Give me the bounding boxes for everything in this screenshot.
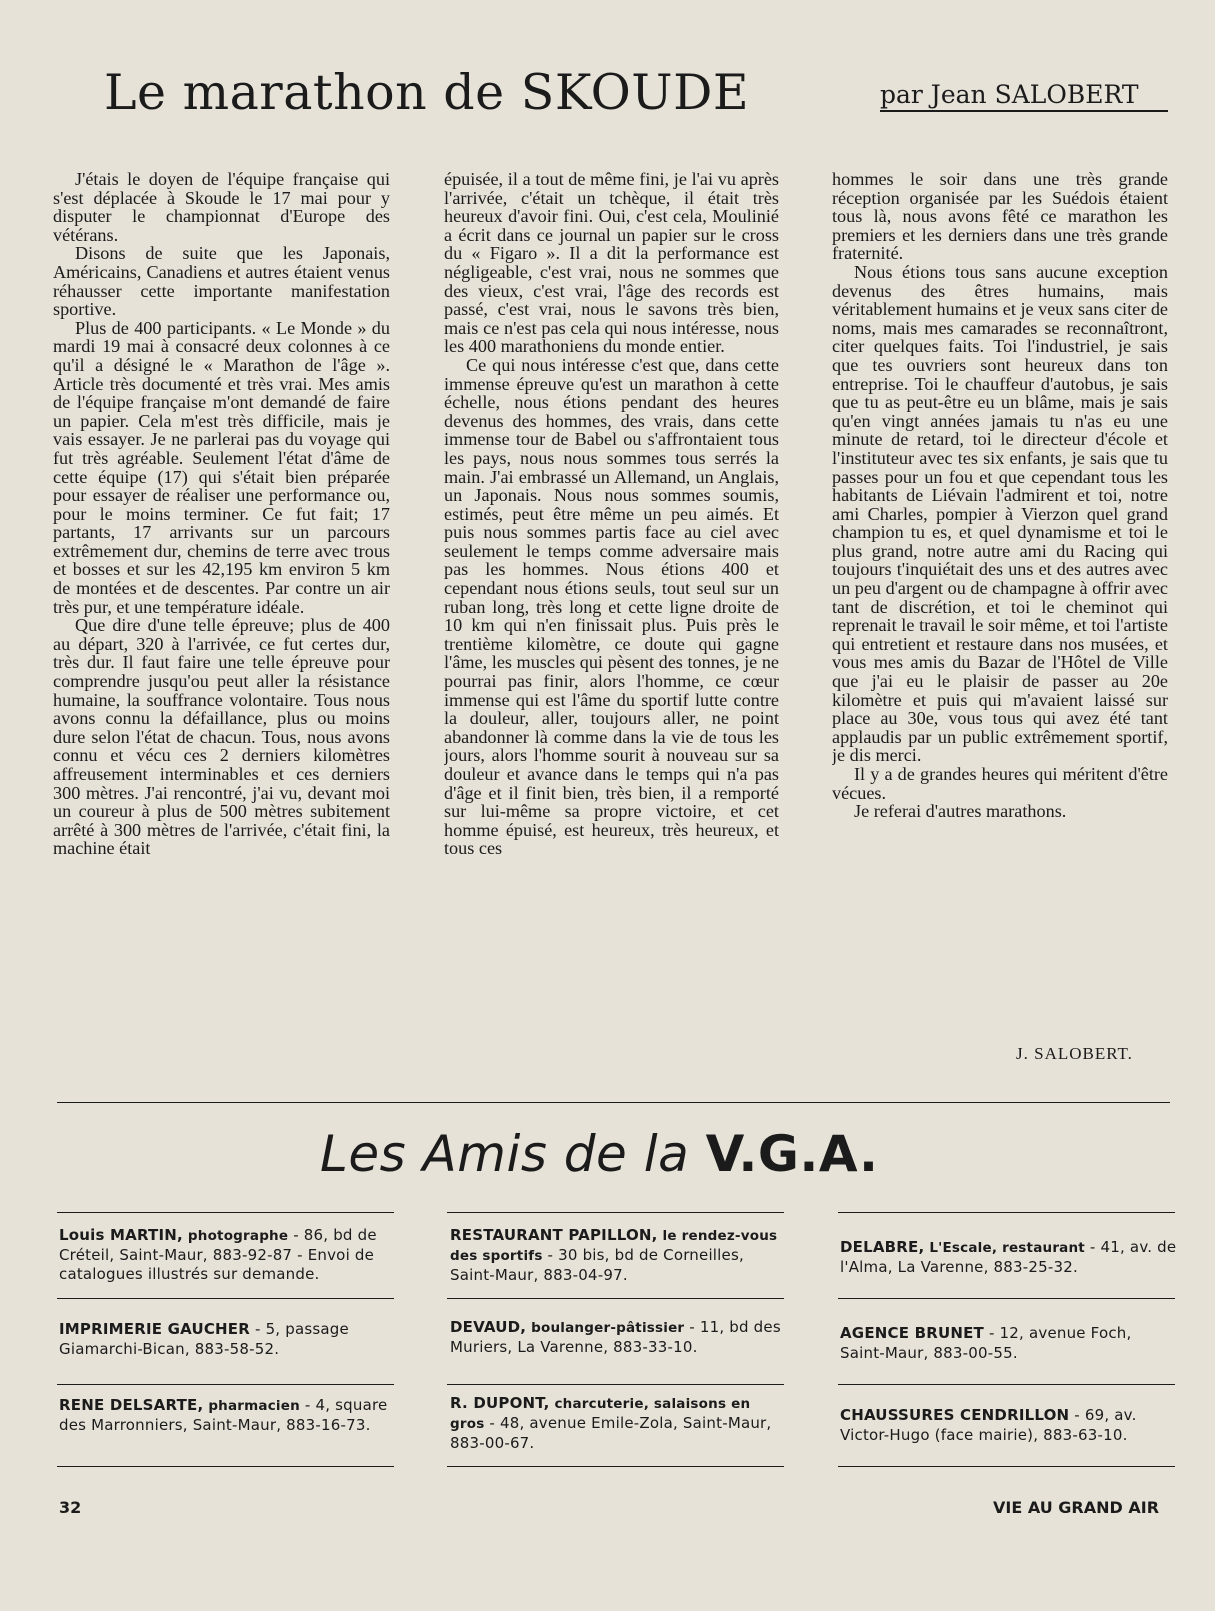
ad-divider (447, 1384, 784, 1385)
ad-role: le rendez-vous des sportifs (450, 1228, 778, 1264)
paragraph: J'étais le doyen de l'équipe française qui s'est déplacée à Skoude le 17 mai pour y disputer le championnat d'Europe des vétérans. (53, 170, 390, 245)
paragraph: Nous étions tous sans aucune exception devenus des êtres humains, mais véritablement humains et je veux sans citer de noms, mais mes camarades se reconnaîtront, citer quelques faits. Toi l'industriel, je sais que tes ouvriers sont heureux dans ton entreprise. Toi le chauffeur d'autobus, je sais que tu as peut-être eu un blâme, mais je sais qu'en vingt années jamais tu n'as eu une minute de retard, toi le directeur d'école et l'instituteur avec tes six enfants, je sais que tu passes pour un fou et que cependant tous les habitants de Liévain l'admirent et toi, notre ami Charles, pompier à Vierzon quel grand champion tu es, et quel dynamisme et toi le plus grand, notre autre ami du Racing qui toujours t'inquiétait des uns et des autres avec un peu d'argent ou de champagne à offrir avec tant de discrétion, et toi le cheminot qui reprenait le travail le soir même, et toi l'artiste qui entretient et restaure dans nos musées, et vous mes amis du Bazar de l'Hôtel de Ville que j'ai eu le plaisir de passer au 20e kilomètre et puis qui m'avaient laissé sur place au 30e, vous tous qui avez été tant applaudis par un public extrêmement sportif, je dis merci. (832, 261, 1168, 766)
magazine-name: VIE AU GRAND AIR (993, 1498, 1160, 1517)
ad-name: Louis MARTIN, (59, 1226, 183, 1244)
article-signature: J. SALOBERT. (1016, 1044, 1133, 1063)
paragraph: Ce qui nous intéresse c'est que, dans cette immense épreuve qu'est un marathon à cette échelle, nous étions pendant des heures devenus des hommes, des vrais, dans cette immense tour de Babel ou s'affrontaient tous les pays, nous nous sommes tous serrés la main. J'ai embrassé un Allemand, un Anglais, un Japonais. Nous nous sommes soumis, estimés, peut être même un peu aimés. Et puis nous sommes partis face au ciel avec seulement le temps comme adversaire mais pas les hommes. Nous étions 400 et cependant nous étions seuls, tout seul sur un ruban long, très long et cette ligne droite de 10 km qui n'en finissait plus. Puis près le trentième kilomètre, ce doute qui gagne l'âme, les muscles qui pèsent des tonnes, je ne pourrai pas finir, alors l'homme, ce cœur immense qui est l'âme du sportif lutte contre la douleur, aller, toujours aller, ne point abandonner là comme dans la vie de tous les jours, alors l'homme sourit à nouveau sur sa douleur et avance dans le temps qui n'a pas d'âge et il finit bien, très bien, il a remporté sur lui-même sa propre victoire, et cet homme épuisé, est heureux, très heureux, et tous ces (444, 354, 779, 859)
ad-delabre (840, 1238, 1177, 1277)
ad-name: AGENCE BRUNET (840, 1324, 984, 1342)
paragraph: Que dire d'une telle épreuve; plus de 400 au départ, 320 à l'arrivée, ce fut certes dur, très dur. Il faut faire une telle épreuve pour comprendre jusqu'ou peut aller la résistance humaine, la souffrance volontaire. Tous nous avons connu la défaillance, plus ou moins dure selon l'état de chacun. Tous, nous avons connu et vécu ces 2 derniers kilomètres affreusement interminables et ces derniers 300 mètres. J'ai rencontré, j'ai vu, devant moi un coureur à plus de 500 mètres subitement arrêté à 300 mètres de l'arrivée, c'était fini, la machine était (53, 615, 390, 859)
paragraph: Je referai d'autres marathons. (854, 801, 1067, 822)
article-title: Le marathon de SKOUDE (104, 64, 750, 121)
paragraph: Disons de suite que les Japonais, Américains, Canadiens et autres étaient venus réhausser cette importante manifestation sportive. (53, 243, 390, 320)
article-column-1 (53, 170, 390, 1065)
ad-name: DEVAUD, (450, 1318, 527, 1336)
paragraph: Il y a de grandes heures qui méritent d'être vécues. (832, 764, 1168, 803)
section-divider (57, 1102, 1170, 1103)
ad-role: photographe (187, 1228, 289, 1244)
ad-name: DELABRE, (840, 1238, 925, 1256)
ad-name: R. DUPONT, (450, 1394, 550, 1412)
ad-name: IMPRIMERIE GAUCHER (59, 1320, 251, 1338)
article-byline: par Jean SALOBERT (880, 80, 1168, 112)
ad-name: RESTAURANT PAPILLON, (450, 1226, 658, 1244)
ad-r-dupont (450, 1394, 787, 1453)
section-title (320, 1125, 879, 1183)
ad-text: - 69, av. Victor-Hugo (face mairie), 883-63-10. (840, 1406, 1137, 1444)
ad-text: - 4, square des Marronniers, Saint-Maur, 883-16-73. (59, 1396, 388, 1434)
ad-divider (838, 1212, 1175, 1213)
paragraph: hommes le soir dans une très grande réception organisée par les Suédois étaient tous là, nous avons fêté ce marathon les premiers et les derniers dans une très grande fraternité. (832, 170, 1168, 264)
ad-imprimerie-gaucher (59, 1320, 396, 1359)
article-column-2 (444, 170, 779, 1065)
ad-divider (57, 1298, 394, 1299)
section-title-light: Les Amis de la (320, 1125, 690, 1183)
ad-divider (447, 1298, 784, 1299)
ad-text: - 5, passage Giamarchi-Bican, 883-58-52. (59, 1320, 349, 1358)
section-title-bold: V.G.A. (705, 1125, 879, 1183)
ad-role: boulanger-pâtissier (531, 1320, 685, 1336)
ad-name: CHAUSSURES CENDRILLON (840, 1406, 1070, 1424)
ad-divider (447, 1466, 784, 1467)
paragraph: Plus de 400 participants. « Le Monde » du mardi 19 mai à consacré deux colonnes à ce qu'il a désigné le « Marathon de l'âge ». Article très documenté et très vrai. Mes amis de l'équipe française m'ont demandé de faire un papier. Cela m'est très difficile, mais je vais essayer. Je ne parlerai pas du voyage qui fut très agréable. Seulement l'état d'âme de cette équipe (17) qui s'était bien préparée pour essayer de réaliser une performance ou, pour le moins terminer. Ce fut fait; 17 partants, 17 arrivants sur un parcours extrêmement dur, chemins de terre avec trous et bosses et sur les 42,195 km environ 5 km de montées et de descentes. Par contre un air très pur, et une température idéale. (53, 317, 390, 617)
paragraph: épuisée, il a tout de même fini, je l'ai vu après l'arrivée, c'était un tchèque, il était très heureux d'avoir fini. Oui, c'est cela, Moulinié a écrit dans ce journal un papier sur le cross du « Figaro ». Il a dit la performance est négligeable, c'est vrai, nous ne sommes que des vieux, c'est vrai, l'âge des records est passé, c'est vrai, nous le savons très bien, mais ce n'est pas cela qui nous intéresse, nous les 400 marathoniens du monde entier. (444, 170, 779, 357)
ad-role: L'Escale, restaurant (929, 1240, 1085, 1256)
ad-text: - 11, bd des Muriers, La Varenne, 883-33-10. (450, 1318, 781, 1356)
ad-divider (57, 1384, 394, 1385)
ad-text: - 86, bd de Créteil, Saint-Maur, 883-92-87 - Envoi de catalogues illustrés sur demande. (59, 1226, 377, 1283)
ad-restaurant-papillon (450, 1226, 787, 1285)
ad-divider (57, 1466, 394, 1467)
ad-role: charcuterie, salaisons en gros (450, 1396, 751, 1432)
ad-role: pharmacien (208, 1398, 300, 1414)
ad-name: RENE DELSARTE, (59, 1396, 204, 1414)
ad-devaud (450, 1318, 787, 1357)
ad-divider (838, 1466, 1175, 1467)
ad-chaussures-cendrillon (840, 1406, 1177, 1445)
ad-divider (838, 1384, 1175, 1385)
ad-rene-delsarte (59, 1396, 396, 1435)
ad-text: - 12, avenue Foch, Saint-Maur, 883-00-55. (840, 1324, 1132, 1362)
page-number: 32 (59, 1498, 82, 1517)
ad-louis-martin (59, 1226, 396, 1284)
article-column-3 (832, 170, 1168, 1065)
ad-text: - 41, av. de l'Alma, La Varenne, 883-25-32. (840, 1238, 1177, 1276)
ad-divider (447, 1212, 784, 1213)
ad-text: - 30 bis, bd de Corneilles, Saint-Maur, 883-04-97. (450, 1246, 744, 1284)
ad-divider (838, 1298, 1175, 1299)
ad-text: - 48, avenue Emile-Zola, Saint-Maur, 883-00-67. (450, 1414, 772, 1452)
ad-divider (57, 1212, 394, 1213)
ad-agence-brunet (840, 1324, 1177, 1363)
